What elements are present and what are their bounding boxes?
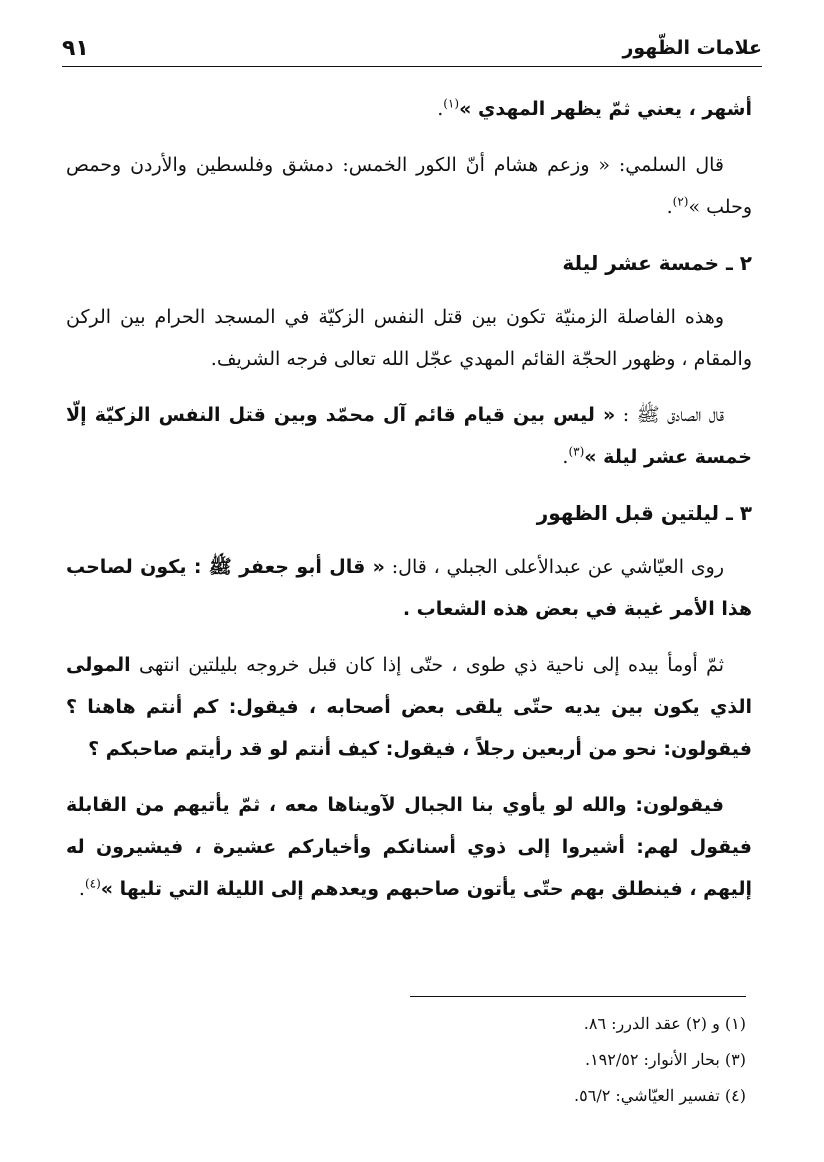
footnote-separator [410, 996, 746, 997]
paragraph-4 [66, 394, 752, 478]
footnote-ref-2: (٢) [672, 194, 689, 209]
footnote-ref-1: (١) [443, 96, 460, 111]
paragraph-4-lead: قال الصادق ﷺ : [615, 404, 724, 426]
paragraph-6-lead: ثمّ أومأ بيده إلى ناحية ذي طوى ، حتّى إذا كان قبل خروجه بليلتين انتهى [130, 654, 724, 676]
footnote-2: (٣) بحار الأنوار: ١٩٢/٥٢. [584, 1050, 746, 1069]
page-body [66, 88, 752, 924]
paragraph-5-lead: روى العيّاشي عن عبدالأعلى الجبلي ، قال: [384, 556, 724, 578]
footnote-ref-3: (٣) [568, 444, 585, 459]
paragraph-2 [66, 144, 752, 228]
paragraph-2-end: . [666, 196, 673, 218]
paragraph-7-quote: فيقولون: والله لو يأوي بنا الجبال لآويناها معه ، ثمّ يأتيهم من القابلة فيقول لهم: أشيروا إلى ذوي أسنانكم وأخياركم عشيرة ، فيشيرون له إليهم ، فينطلق بهم حتّى يأتون صاحبهم ويعدهم إلى الليلة التي تليها » [66, 794, 752, 900]
paragraph-7 [66, 784, 752, 910]
footnote-ref-4: (٤) [84, 876, 101, 891]
page-header [62, 30, 762, 67]
footnote-3: (٤) تفسير العيّاشي: ٥٦/٢. [574, 1086, 746, 1105]
paragraph-4-quote: « ليس بين قيام قائم آل محمّد وبين قتل النفس الزكيّة إلّا خمسة عشر ليلة » [66, 404, 752, 468]
paragraph-1 [66, 88, 752, 130]
paragraph-4-end: . [562, 446, 569, 468]
paragraph-1-end: . [437, 98, 444, 120]
page-number: ٩١ [62, 35, 89, 61]
paragraph-3: وهذه الفاصلة الزمنيّة تكون بين قتل النفس الزكيّة في المسجد الحرام بين الركن والمقام ، وظهور الحجّة القائم المهدي عجّل الله تعالى فرجه الشريف. [66, 306, 752, 370]
footnote-1: (١) و (٢) عقد الدرر: ٨٦. [583, 1014, 746, 1033]
paragraph-6-quote: المولى الذي يكون بين يديه حتّى يلقى بعض أصحابه ، فيقول: كم أنتم هاهنا ؟ فيقولون: نحو من أربعين رجلاً ، فيقول: كيف أنتم لو قد رأيتم صاحبكم ؟ [66, 654, 752, 760]
section-heading-2: ٢ ـ خمسة عشر ليلة [562, 251, 752, 275]
footnotes [66, 1012, 746, 1120]
paragraph-2-text: قال السلمي: « وزعم هشام أنّ الكور الخمس: دمشق وفلسطين والأردن وحمص وحلب » [66, 154, 752, 218]
paragraph-5 [66, 546, 752, 630]
section-heading-3: ٣ ـ ليلتين قبل الظهور [536, 501, 752, 525]
paragraph-5-quote: « قال أبو جعفر ﷺ : يكون لصاحب هذا الأمر غيبة في بعض هذه الشعاب . [66, 556, 752, 620]
paragraph-6 [66, 644, 752, 770]
running-title: علامات الظّهور [622, 37, 762, 59]
paragraph-7-end: . [78, 878, 85, 900]
paragraph-1-quote: أشهر ، يعني ثمّ يظهر المهدي » [459, 98, 752, 120]
